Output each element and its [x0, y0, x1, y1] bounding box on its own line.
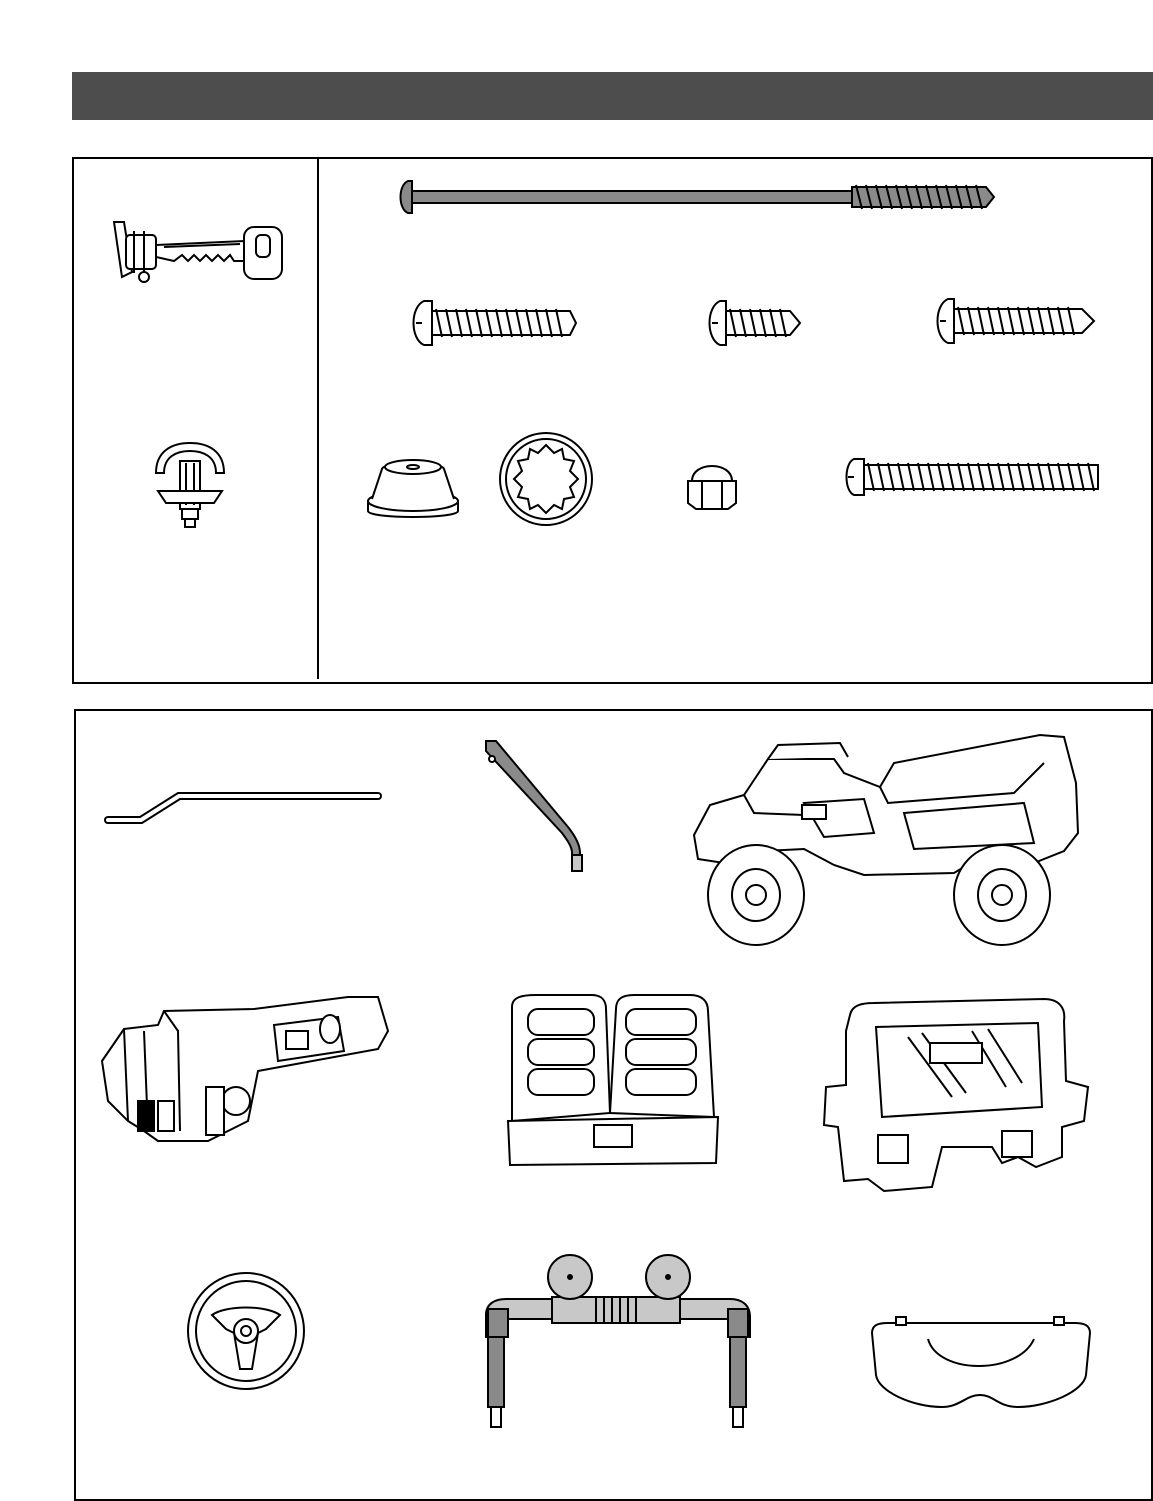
hardware-panel — [72, 157, 1153, 684]
steering-rod-icon — [480, 737, 600, 877]
lock-washer-icon — [498, 431, 594, 527]
parts-panel — [74, 709, 1153, 1501]
vehicle-body-icon — [684, 723, 1084, 948]
long-bolt-icon — [400, 179, 1000, 215]
key-lock-icon — [104, 217, 284, 287]
hub-cap-icon — [366, 457, 460, 525]
cap-nut-icon — [684, 457, 740, 513]
axle-rod-icon — [104, 789, 384, 825]
seat-icon — [506, 993, 722, 1173]
short-screw-icon — [706, 299, 806, 347]
push-rivet-icon — [152, 441, 232, 531]
panel-divider — [317, 159, 319, 679]
screw-icon — [410, 299, 580, 347]
header-bar — [72, 72, 1153, 120]
hood-icon — [868, 1315, 1094, 1421]
light-bar-icon — [480, 1257, 756, 1437]
steering-wheel-icon — [186, 1271, 306, 1391]
rear-frame-icon — [822, 997, 1094, 1193]
machine-screw-icon — [844, 455, 1104, 499]
dashboard-icon — [98, 991, 398, 1151]
screw-icon — [934, 297, 1100, 345]
